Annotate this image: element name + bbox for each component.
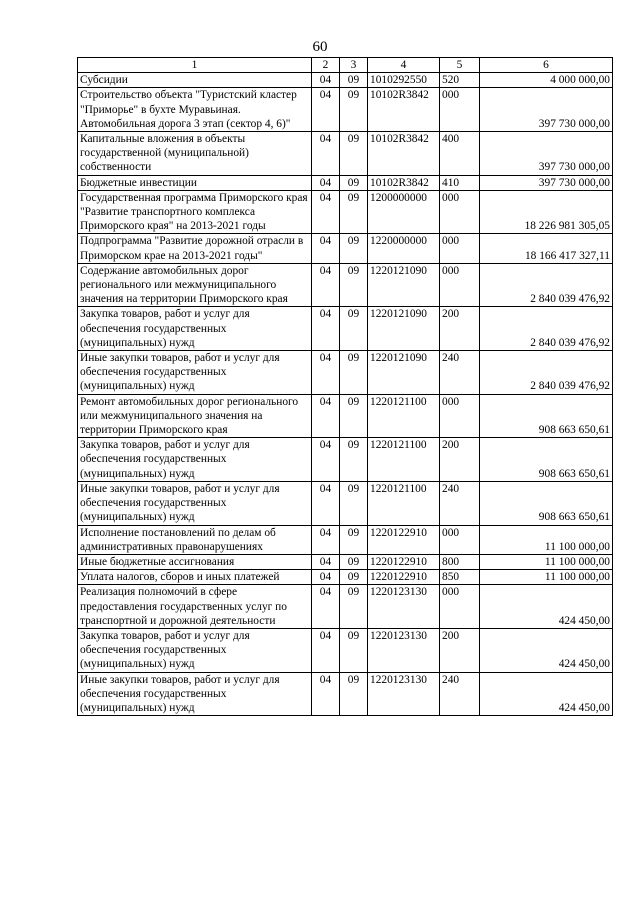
row-name-cell: Реализация полномочий в сфере предоставления государственных услуг по транспортной и дорожной деятельности	[78, 585, 312, 629]
amount-cell: 908 663 650,61	[480, 481, 613, 525]
target-code-cell: 1220122910	[368, 525, 440, 554]
subsection-cell: 09	[340, 88, 368, 132]
row-name-cell: Иные бюджетные ассигнования	[78, 554, 312, 569]
subsection-cell: 09	[340, 132, 368, 176]
expense-type-cell: 000	[440, 88, 480, 132]
table-row	[78, 190, 613, 234]
table-row	[78, 351, 613, 395]
target-code-cell: 10102R3842	[368, 88, 440, 132]
subsection-cell: 09	[340, 351, 368, 395]
amount-cell: 424 450,00	[480, 628, 613, 672]
target-code-cell: 1220123130	[368, 672, 440, 716]
section-cell: 04	[312, 175, 340, 190]
table-row	[78, 263, 613, 307]
row-name-cell: Капитальные вложения в объекты государственной (муниципальной) собственности	[78, 132, 312, 176]
expense-type-cell: 800	[440, 554, 480, 569]
expense-type-cell: 410	[440, 175, 480, 190]
amount-cell: 397 730 000,00	[480, 88, 613, 132]
expense-type-cell: 240	[440, 481, 480, 525]
target-code-cell: 10102R3842	[368, 175, 440, 190]
expense-type-cell: 200	[440, 307, 480, 351]
subsection-cell: 09	[340, 190, 368, 234]
column-header: 2	[312, 58, 340, 73]
section-cell: 04	[312, 394, 340, 438]
table-row	[78, 307, 613, 351]
row-name-cell: Закупка товаров, работ и услуг для обеспечения государственных (муниципальных) нужд	[78, 307, 312, 351]
target-code-cell: 1220123130	[368, 628, 440, 672]
subsection-cell: 09	[340, 585, 368, 629]
section-cell: 04	[312, 88, 340, 132]
section-cell: 04	[312, 73, 340, 88]
amount-cell: 18 166 417 327,11	[480, 234, 613, 263]
table-row	[78, 234, 613, 263]
section-cell: 04	[312, 351, 340, 395]
expense-type-cell: 240	[440, 672, 480, 716]
section-cell: 04	[312, 525, 340, 554]
table-row	[78, 525, 613, 554]
section-cell: 04	[312, 585, 340, 629]
expense-type-cell: 000	[440, 525, 480, 554]
amount-cell: 11 100 000,00	[480, 570, 613, 585]
table-body	[78, 73, 613, 716]
table-row	[78, 132, 613, 176]
target-code-cell: 1220000000	[368, 234, 440, 263]
subsection-cell: 09	[340, 234, 368, 263]
table-row	[78, 570, 613, 585]
expense-type-cell: 200	[440, 628, 480, 672]
subsection-cell: 09	[340, 307, 368, 351]
subsection-cell: 09	[340, 672, 368, 716]
row-name-cell: Субсидии	[78, 73, 312, 88]
section-cell: 04	[312, 132, 340, 176]
column-header: 1	[78, 58, 312, 73]
row-name-cell: Уплата налогов, сборов и иных платежей	[78, 570, 312, 585]
expense-type-cell: 000	[440, 263, 480, 307]
row-name-cell: Закупка товаров, работ и услуг для обеспечения государственных (муниципальных) нужд	[78, 628, 312, 672]
target-code-cell: 1220121100	[368, 481, 440, 525]
amount-cell: 424 450,00	[480, 585, 613, 629]
table-header-row	[78, 58, 613, 73]
amount-cell: 2 840 039 476,92	[480, 263, 613, 307]
subsection-cell: 09	[340, 570, 368, 585]
amount-cell: 397 730 000,00	[480, 175, 613, 190]
target-code-cell: 1220121090	[368, 263, 440, 307]
column-header: 6	[480, 58, 613, 73]
target-code-cell: 1010292550	[368, 73, 440, 88]
section-cell: 04	[312, 672, 340, 716]
expense-type-cell: 000	[440, 394, 480, 438]
row-name-cell: Иные закупки товаров, работ и услуг для обеспечения государственных (муниципальных) нужд	[78, 672, 312, 716]
table-row	[78, 73, 613, 88]
section-cell: 04	[312, 554, 340, 569]
amount-cell: 424 450,00	[480, 672, 613, 716]
target-code-cell: 1220121100	[368, 394, 440, 438]
page-number: 60	[312, 39, 328, 55]
row-name-cell: Подпрограмма "Развитие дорожной отрасли в Приморском крае на 2013-2021 годы"	[78, 234, 312, 263]
subsection-cell: 09	[340, 175, 368, 190]
subsection-cell: 09	[340, 438, 368, 482]
subsection-cell: 09	[340, 628, 368, 672]
target-code-cell: 10102R3842	[368, 132, 440, 176]
expense-type-cell: 400	[440, 132, 480, 176]
amount-cell: 2 840 039 476,92	[480, 351, 613, 395]
row-name-cell: Бюджетные инвестиции	[78, 175, 312, 190]
table-row	[78, 585, 613, 629]
section-cell: 04	[312, 190, 340, 234]
target-code-cell: 1220121090	[368, 351, 440, 395]
section-cell: 04	[312, 481, 340, 525]
subsection-cell: 09	[340, 394, 368, 438]
row-name-cell: Государственная программа Приморского края "Развитие транспортного комплекса Приморского края" на 2013-2021 годы	[78, 190, 312, 234]
expense-type-cell: 000	[440, 234, 480, 263]
row-name-cell: Ремонт автомобильных дорог регионального или межмуниципального значения на территории Приморского края	[78, 394, 312, 438]
target-code-cell: 1220121090	[368, 307, 440, 351]
amount-cell: 18 226 981 305,05	[480, 190, 613, 234]
expense-type-cell: 520	[440, 73, 480, 88]
section-cell: 04	[312, 307, 340, 351]
subsection-cell: 09	[340, 481, 368, 525]
row-name-cell: Закупка товаров, работ и услуг для обеспечения государственных (муниципальных) нужд	[78, 438, 312, 482]
row-name-cell: Содержание автомобильных дорог регионального или межмуниципального значения на территории Приморского края	[78, 263, 312, 307]
subsection-cell: 09	[340, 525, 368, 554]
amount-cell: 908 663 650,61	[480, 438, 613, 482]
subsection-cell: 09	[340, 73, 368, 88]
target-code-cell: 1220122910	[368, 554, 440, 569]
amount-cell: 4 000 000,00	[480, 73, 613, 88]
expense-type-cell: 240	[440, 351, 480, 395]
target-code-cell: 1220122910	[368, 570, 440, 585]
table-row	[78, 88, 613, 132]
section-cell: 04	[312, 628, 340, 672]
table-row	[78, 394, 613, 438]
section-cell: 04	[312, 263, 340, 307]
section-cell: 04	[312, 438, 340, 482]
column-header: 3	[340, 58, 368, 73]
amount-cell: 397 730 000,00	[480, 132, 613, 176]
table-row	[78, 438, 613, 482]
expense-type-cell: 000	[440, 190, 480, 234]
amount-cell: 11 100 000,00	[480, 525, 613, 554]
row-name-cell: Строительство объекта "Туристский кластер "Приморье" в бухте Муравьиная. Автомобильная дорога 3 этап (сектор 4, 6)"	[78, 88, 312, 132]
amount-cell: 11 100 000,00	[480, 554, 613, 569]
expense-type-cell: 850	[440, 570, 480, 585]
row-name-cell: Иные закупки товаров, работ и услуг для обеспечения государственных (муниципальных) нужд	[78, 351, 312, 395]
row-name-cell: Исполнение постановлений по делам об административных правонарушениях	[78, 525, 312, 554]
subsection-cell: 09	[340, 263, 368, 307]
expense-type-cell: 000	[440, 585, 480, 629]
target-code-cell: 1200000000	[368, 190, 440, 234]
table-row	[78, 481, 613, 525]
table-row	[78, 554, 613, 569]
amount-cell: 908 663 650,61	[480, 394, 613, 438]
section-cell: 04	[312, 234, 340, 263]
table-row	[78, 628, 613, 672]
column-header: 5	[440, 58, 480, 73]
target-code-cell: 1220121100	[368, 438, 440, 482]
section-cell: 04	[312, 570, 340, 585]
table-row	[78, 175, 613, 190]
amount-cell: 2 840 039 476,92	[480, 307, 613, 351]
column-header: 4	[368, 58, 440, 73]
expense-type-cell: 200	[440, 438, 480, 482]
subsection-cell: 09	[340, 554, 368, 569]
target-code-cell: 1220123130	[368, 585, 440, 629]
row-name-cell: Иные закупки товаров, работ и услуг для обеспечения государственных (муниципальных) нужд	[78, 481, 312, 525]
table-row	[78, 672, 613, 716]
budget-table	[77, 57, 613, 716]
